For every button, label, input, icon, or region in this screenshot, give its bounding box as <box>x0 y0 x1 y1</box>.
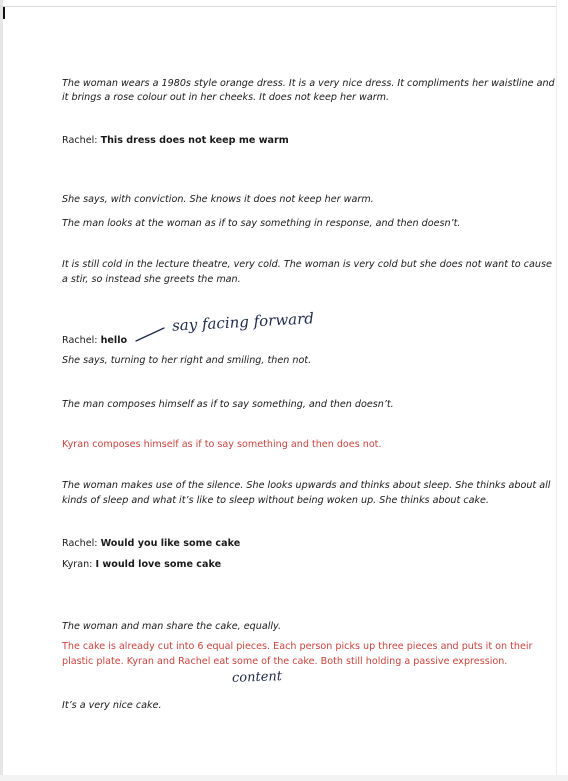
dialogue-line <box>62 558 221 573</box>
spoken-line: Would you like some cake <box>100 538 241 549</box>
dialogue-line <box>62 334 127 349</box>
stage-direction-line: The man composes himself as if to say something, and then doesn’t. <box>62 399 394 410</box>
speaker-name: Rachel: <box>62 335 98 346</box>
page-right-edge <box>556 0 557 781</box>
stage-direction-line: She says, turning to her right and smiling, then not. <box>62 355 312 366</box>
stage-direction-line: a stir, so instead she greets the man. <box>62 274 241 285</box>
stage-direction-line: It is still cold in the lecture theatre, very cold. The woman is very cold but she does not want to cause <box>62 259 552 270</box>
revision-line: plastic plate. Kyran and Rachel eat some of the cake. Both still holding a passive expression. <box>62 656 508 667</box>
spoken-line: This dress does not keep me warm <box>100 135 289 146</box>
stage-direction-line: It’s a very nice cake. <box>62 700 162 711</box>
spoken-line: hello <box>100 335 128 346</box>
speaker-name: Kyran: <box>62 559 93 570</box>
scan-margin-mark <box>3 6 5 19</box>
handwritten-note: say facing forward <box>171 309 315 335</box>
stage-direction-line: kinds of sleep and what it’s like to sleep without being woken up. She thinks about cake. <box>62 495 489 506</box>
stage-direction-line: it brings a rose colour out in her cheeks. It does not keep her warm. <box>62 92 390 103</box>
stage-direction-line: The woman wears a 1980s style orange dress. It is a very nice dress. It compliments her waistline and <box>62 78 555 89</box>
stage-direction-line: She says, with conviction. She knows it does not keep her warm. <box>62 194 374 205</box>
page-bottom-edge <box>0 775 568 781</box>
dialogue-line <box>62 134 289 149</box>
revision-line: The cake is already cut into 6 equal pieces. Each person picks up three pieces and puts it on their <box>62 641 533 652</box>
handwritten-note: content <box>231 669 283 686</box>
dialogue-line <box>62 537 240 552</box>
revision-line: Kyran composes himself as if to say something and then does not. <box>62 439 382 450</box>
speaker-name: Rachel: <box>62 135 98 146</box>
stage-direction-line: The woman and man share the cake, equally. <box>62 621 282 632</box>
handwritten-stroke-icon <box>134 322 170 344</box>
speaker-name: Rachel: <box>62 538 98 549</box>
page-left-edge <box>0 0 3 781</box>
page-top-edge <box>0 6 556 7</box>
spoken-line: I would love some cake <box>95 559 222 570</box>
stage-direction-line: The woman makes use of the silence. She looks upwards and thinks about sleep. She thinks about all <box>62 480 551 491</box>
stage-direction-line: The man looks at the woman as if to say something in response, and then doesn’t. <box>62 218 461 229</box>
